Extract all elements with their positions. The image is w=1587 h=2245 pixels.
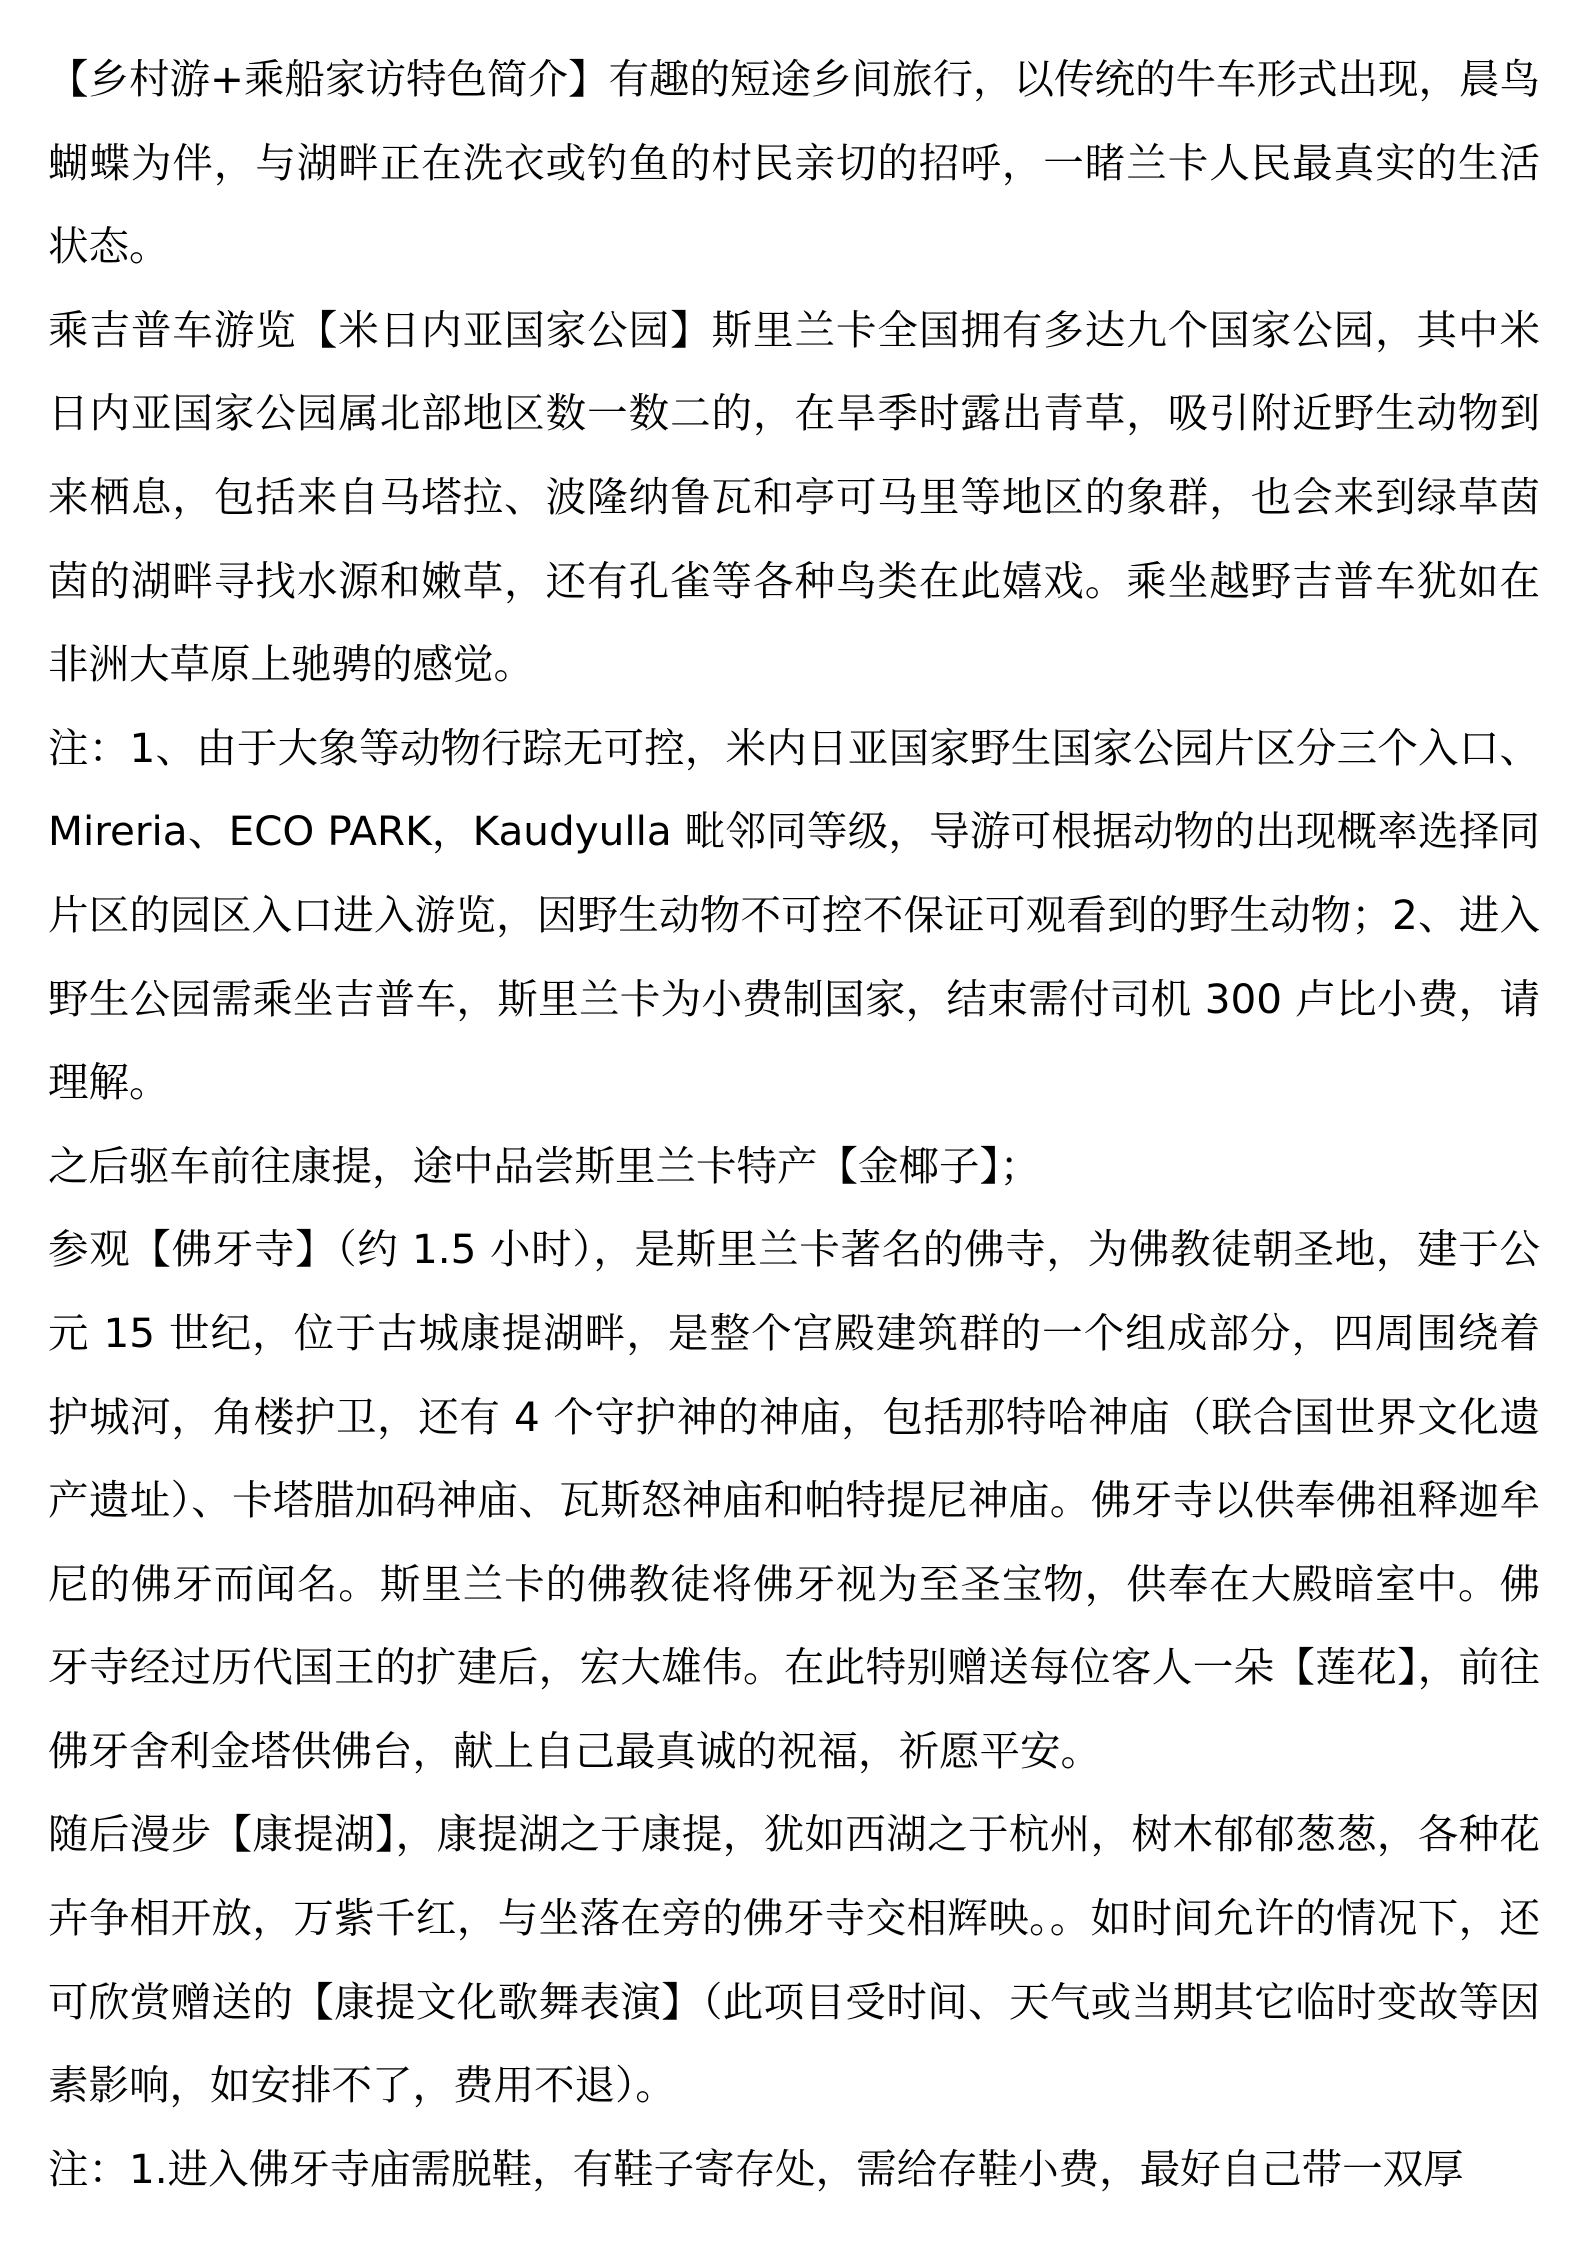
paragraph-temple-of-tooth: 参观【佛牙寺】（约 1.5 小时），是斯里兰卡著名的佛寺，为佛教徒朝圣地，建于公元 15 世纪，位于古城康提湖畔，是整个宫殿建筑群的一个组成部分，四周围绕着护城河，角楼护卫，还有 4 个守护神的神庙，包括那特哈神庙（联合国世界文化遗产遗址）、卡塔腊加码神庙、瓦斯怒神庙和帕特提尼神庙。佛牙寺以供奉佛祖释迦牟尼的佛牙而闻名。斯里兰卡的佛教徒将佛牙视为至圣宝物，供奉在大殿暗室中。佛牙寺经过历代国王的扩建后，宏大雄伟。在此特别赠送每位客人一朵【莲花】，前往佛牙舍利金塔供佛台，献上自己最真诚的祝福，祈愿平安。 bbox=[48, 1225, 1540, 1775]
paragraph-to-kandy: 之后驱车前往康提，途中品尝斯里兰卡特产【金椰子】； bbox=[48, 1141, 1041, 1190]
paragraph-temple-notes: 注：1.进入佛牙寺庙需脱鞋，有鞋子寄存处，需给存鞋小费，最好自己带一双厚 bbox=[48, 2144, 1464, 2193]
paragraph-kandy-lake: 随后漫步【康提湖】，康提湖之于康提，犹如西湖之于杭州，树木郁郁葱葱，各种花卉争相开放，万紫千红，与坐落在旁的佛牙寺交相辉映。。如时间允许的情况下，还可欣赏赠送的【康提文化歌舞表演】（此项目受时间、天气或当期其它临时变故等因素影响，如安排不了，费用不退）。 bbox=[48, 1810, 1540, 2110]
paragraph-minneriya-park: 乘吉普车游览【米日内亚国家公园】斯里兰卡全国拥有多达九个国家公园，其中米日内亚国家公园属北部地区数一数二的，在旱季时露出青草，吸引附近野生动物到来栖息，包括来自马塔拉、波隆纳鲁瓦和亭可马里等地区的象群，也会来到绿草茵茵的湖畔寻找水源和嫩草，还有孔雀等各种鸟类在此嬉戏。乘坐越野吉普车犹如在非洲大草原上驰骋的感觉。 bbox=[48, 305, 1540, 689]
document-body bbox=[48, 38, 1540, 2211]
paragraph-park-notes: 注：1、由于大象等动物行踪无可控，米内日亚国家野生国家公园片区分三个入口、Mireria、ECO PARK，Kaudyulla 毗邻同等级，导游可根据动物的出现概率选择同片区的园区入口进入游览，因野生动物不可控不保证可观看到的野生动物；2、进入野生公园需乘坐吉普车，斯里兰卡为小费制国家，结束需付司机 300 卢比小费，请理解。 bbox=[48, 723, 1540, 1107]
paragraph-rural-tour: 【乡村游+乘船家访特色简介】有趣的短途乡间旅行，以传统的牛车形式出现，晨鸟蝴蝶为伴，与湖畔正在洗衣或钓鱼的村民亲切的招呼，一睹兰卡人民最真实的生活状态。 bbox=[48, 55, 1540, 271]
